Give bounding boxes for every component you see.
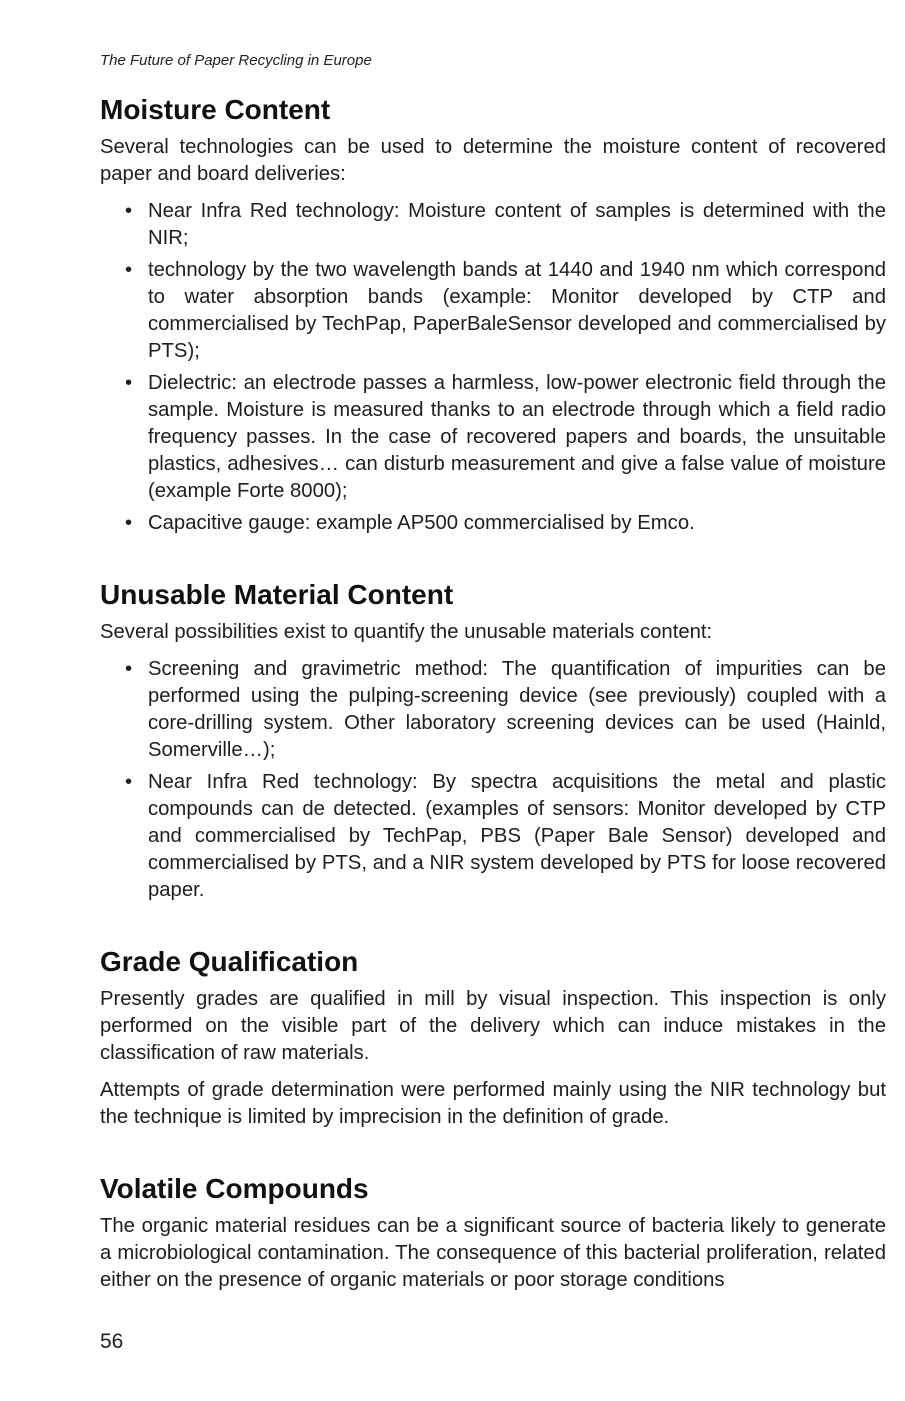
section-heading: Grade Qualification [100, 946, 359, 977]
list-item: • Near Infra Red technology: By spectra acquisitions the metal and plastic compounds can de detected. (examples of sensors: Monitor developed by CTP and commercialised by TechPap, PBS (Paper Bale Sensor) developed and commercialised by PTS, and a NIR system developed by PTS for loose recovered paper. [125, 771, 886, 901]
list-item: • technology by the two wavelength bands at 1440 and 1940 nm which correspond to water absorption bands (example: Monitor developed by CTP and commercialised by TechPap, PaperBaleSensor developed and commercialised by PTS); [125, 259, 886, 362]
paragraph: The organic material residues can be a significant source of bacteria likely to generate a microbiological contamination. The consequence of this bacterial proliferation, related either on the presence of organic materials or poor storage conditions [100, 1215, 886, 1291]
list-item: • Capacitive gauge: example AP500 commercialised by Emco. [100, 510, 886, 537]
bullet-icon: • [125, 259, 133, 281]
running-head: The Future of Paper Recycling in Europe [100, 52, 372, 69]
section-unusable-material-content [100, 579, 886, 904]
section-heading: Volatile Compounds [100, 1173, 369, 1204]
section-heading: Unusable Material Content [100, 579, 454, 610]
list-item: • Screening and gravimetric method: The quantification of impurities can be performed using the pulping-screening device (see previously) coupled with a core-drilling system. Other laboratory screening devices can be used (Hainld, Somerville…); [125, 658, 886, 761]
bullet-list [100, 198, 886, 537]
bullet-list [100, 656, 886, 904]
page-number: 56 [100, 1330, 124, 1353]
bullet-icon: • [125, 200, 133, 222]
list-item: • Dielectric: an electrode passes a harmless, low-power electronic field through the sample. Moisture is measured thanks to an electrode through which a field radio frequency passes. In the case of recovered papers and boards, the unsuitable plastics, adhesives… can disturb measurement and give a false value of moisture (example Forte 8000); [125, 372, 886, 502]
paragraph: Several possibilities exist to quantify the unusable materials content: [100, 621, 713, 643]
section-volatile-compounds [100, 1173, 886, 1294]
list-item: • Near Infra Red technology: Moisture content of samples is determined with the NIR; [125, 200, 886, 249]
section-moisture-content [100, 94, 886, 537]
page-body [100, 94, 886, 1336]
paragraph: Several technologies can be used to determine the moisture content of recovered paper and board deliveries: [100, 136, 886, 185]
bullet-icon: • [125, 658, 133, 680]
bullet-icon: • [125, 512, 133, 534]
section-grade-qualification [100, 946, 886, 1131]
paragraph: Presently grades are qualified in mill by visual inspection. This inspection is only performed on the visible part of the delivery which can induce mistakes in the classification of raw materials. [100, 988, 886, 1064]
bullet-icon: • [125, 771, 133, 793]
section-heading: Moisture Content [100, 94, 331, 125]
paragraph: Attempts of grade determination were performed mainly using the NIR technology but the technique is limited by imprecision in the definition of grade. [100, 1079, 886, 1128]
bullet-icon: • [125, 372, 133, 394]
